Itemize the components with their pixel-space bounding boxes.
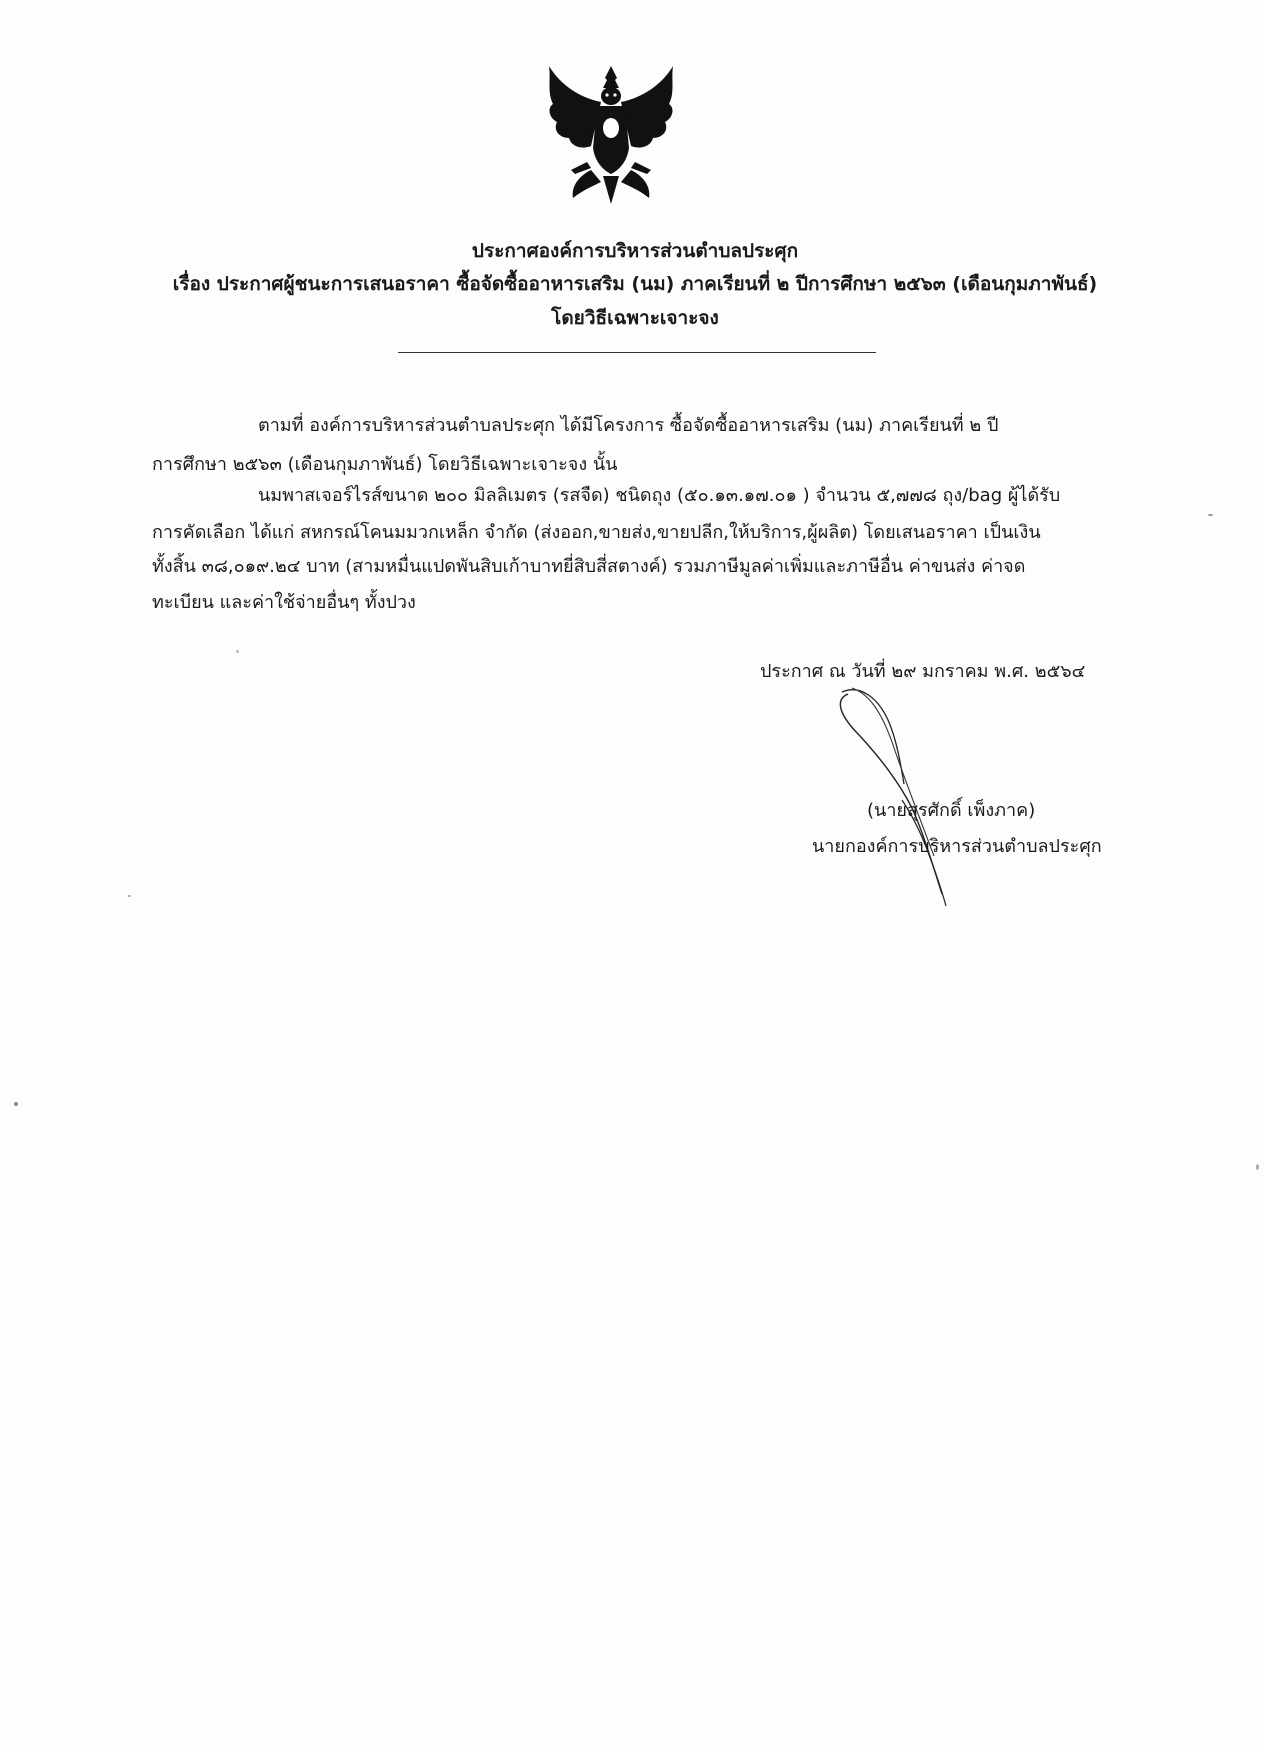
announcement-subject: เรื่อง ประกาศผู้ชนะการเสนอราคา ซื้อจัดซื้ออาหารเสริม (นม) ภาคเรียนที่ ๒ ปีการศึกษา ๒๕๖๓ (เดือนกุมภาพันธ์) [172, 273, 1098, 295]
scan-speck [14, 1102, 18, 1106]
header-divider [398, 352, 876, 353]
scan-speck [1256, 1164, 1259, 1170]
garuda-emblem-icon [541, 58, 681, 208]
scan-speck [236, 650, 239, 653]
body-paragraph-2-line-4: ทะเบียน และค่าใช้จ่ายอื่นๆ ทั้งปวง [152, 592, 416, 613]
body-paragraph-2-line-1: นมพาสเจอร์ไรส์ขนาด ๒๐๐ มิลลิเมตร (รสจืด) ชนิดถุง (๕๐.๑๓.๑๗.๐๑ ) จำนวน ๕,๗๗๘ ถุง/bag ผู้ได้รับ [258, 485, 1061, 506]
body-paragraph-1-line-1: ตามที่ องค์การบริหารส่วนตำบลประศุก ได้มีโครงการ ซื้อจัดซื้ออาหารเสริม (นม) ภาคเรียนที่ ๒ ปี [258, 415, 999, 436]
body-paragraph-1-line-2: การศึกษา ๒๕๖๓ (เดือนกุมภาพันธ์) โดยวิธีเฉพาะเจาะจง นั้น [152, 454, 618, 475]
signer-name: (นายสุรศักดิ์ เพ็งภาค) [867, 800, 1036, 821]
scan-speck [1208, 514, 1213, 516]
body-paragraph-2-line-2: การคัดเลือก ได้แก่ สหกรณ์โคนมมวกเหล็ก จำกัด (ส่งออก,ขายส่ง,ขายปลีก,ให้บริการ,ผู้ผลิต) โดยเสนอราคา เป็นเงิน [152, 522, 1041, 543]
body-paragraph-2-line-3: ทั้งสิ้น ๓๘,๐๑๙.๒๔ บาท (สามหมื่นแปดพันสิบเก้าบาทยี่สิบสี่สตางค์) รวมภาษีมูลค่าเพิ่มและภาษีอื่น ค่าขนส่ง ค่าจด [152, 556, 1026, 577]
announcement-title: ประกาศองค์การบริหารส่วนตำบลประศุก [471, 240, 799, 262]
scan-speck [128, 895, 131, 897]
announcement-date: ประกาศ ณ วันที่ ๒๙ มกราคม พ.ศ. ๒๕๖๔ [760, 661, 1086, 682]
signer-title: นายกองค์การบริหารส่วนตำบลประศุก [812, 836, 1102, 857]
announcement-method: โดยวิธีเฉพาะเจาะจง [551, 307, 719, 329]
